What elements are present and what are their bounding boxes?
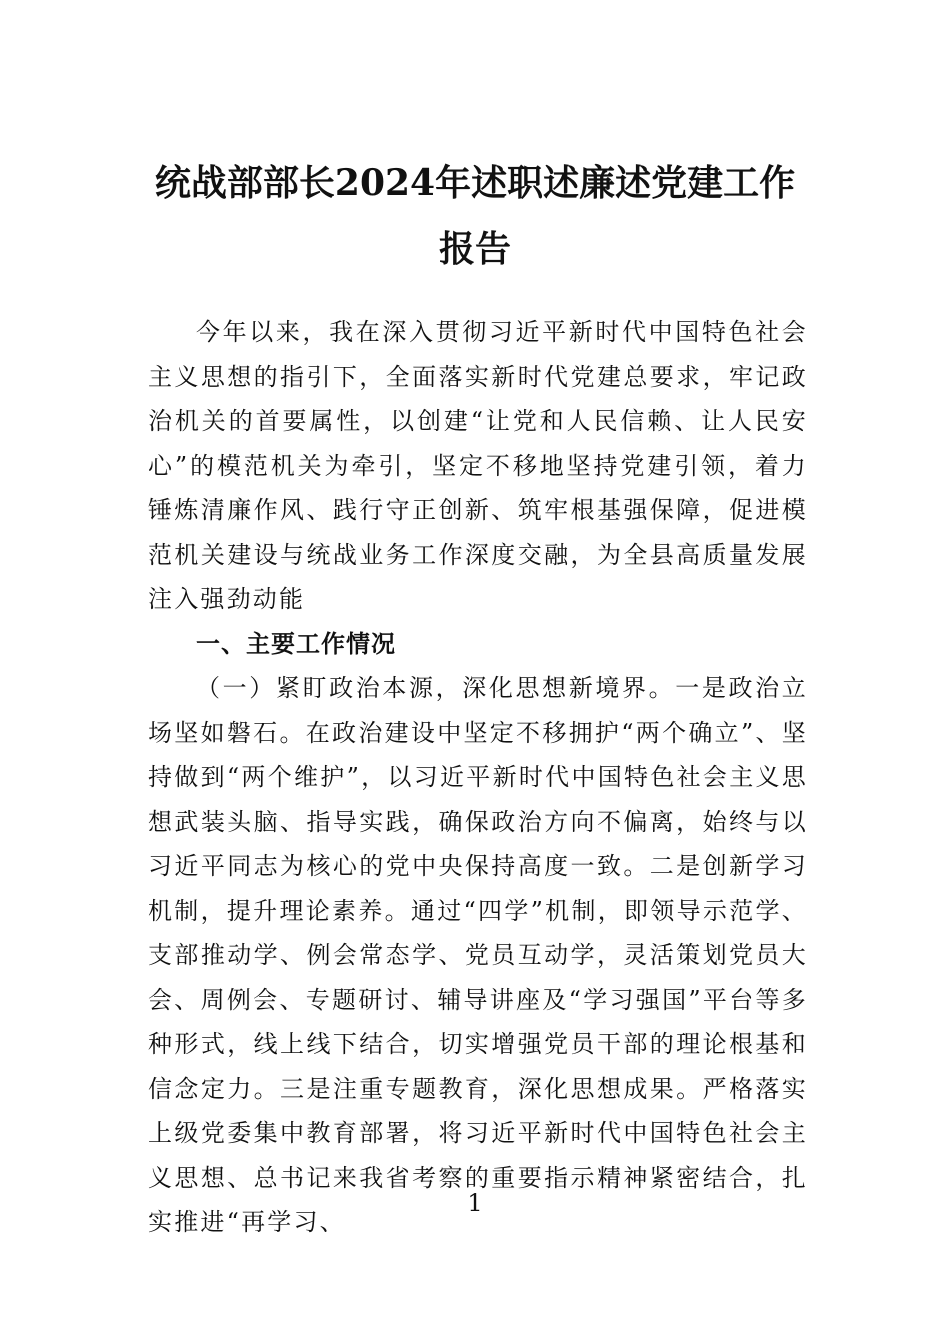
intro-paragraph: 今年以来，我在深入贯彻习近平新时代中国特色社会主义思想的指引下，全面落实新时代党建总要求，牢记政治机关的首要属性，以创建“让党和人民信赖、让人民安心”的模范机关为牵引，坚定不移地坚持党建引领，着力锤炼清廉作风、践行守正创新、筑牢根基强保障，促进模范机关建设与统战业务工作深度交融，为全县高质量发展注入强劲动能	[148, 318, 808, 613]
document-title: 统战部部长2024年述职述廉述党建工作报告	[154, 162, 796, 270]
page-number: 1	[467, 1189, 483, 1217]
section-heading: 一、主要工作情况	[196, 629, 396, 658]
document-body	[148, 310, 808, 1245]
section-paragraph: （一）紧盯政治本源，深化思想新境界。一是政治立场坚如磐石。在政治建设中坚定不移拥护“两个确立”、坚持做到“两个维护”，以习近平新时代中国特色社会主义思想武装头脑、指导实践，确保政治方向不偏离，始终与以习近平同志为核心的党中央保持高度一致。二是创新学习机制，提升理论素养。通过“四学”机制，即领导示范学、支部推动学、例会常态学、党员互动学，灵活策划党员大会、周例会、专题研讨、辅导讲座及“学习强国”平台等多种形式，线上线下结合，切实增强党员干部的理论根基和信念定力。三是注重专题教育，深化思想成果。严格落实上级党委集中教育部署，将习近平新时代中国特色社会主义思想、总书记来我省考察的重要指示精神紧密结合，扎实推进“再学习、	[148, 674, 808, 1236]
